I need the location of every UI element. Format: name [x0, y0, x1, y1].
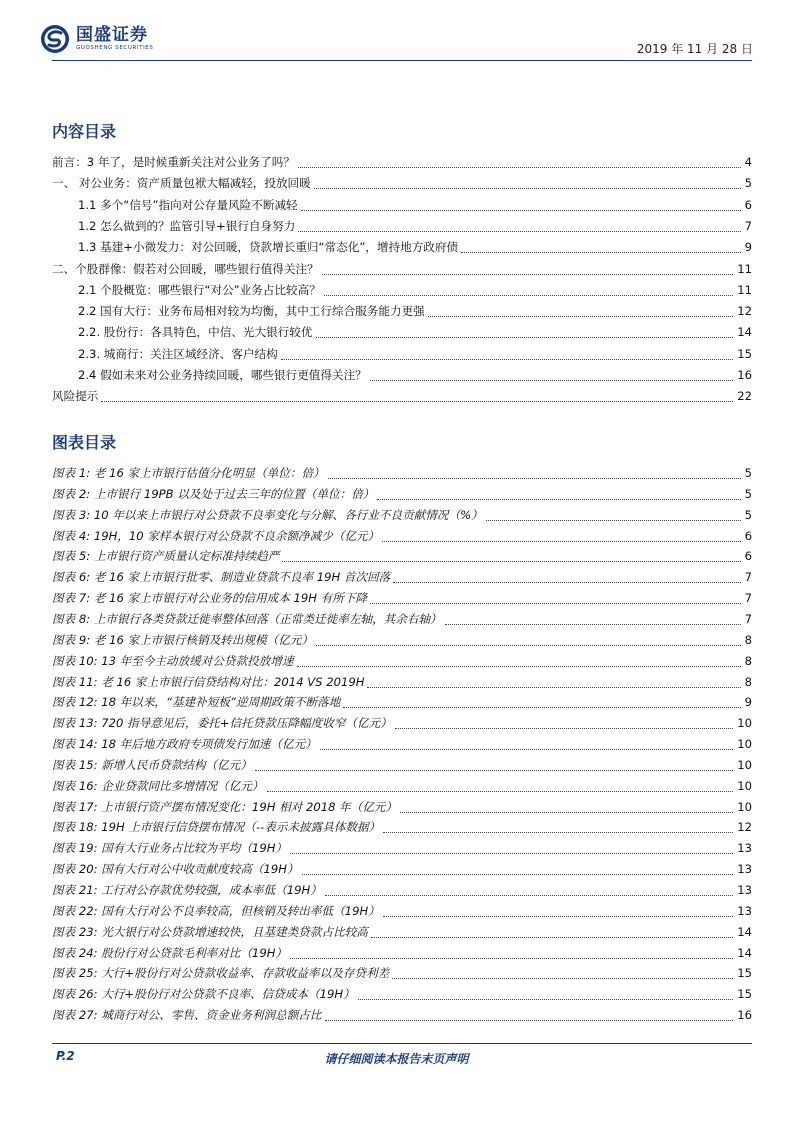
dot-leader [314, 177, 741, 189]
figure-item[interactable] [52, 505, 752, 525]
figure-item-label: 图表 1: 老 16 家上市银行估值分化明显（单位：倍） [52, 465, 328, 481]
dot-leader [343, 696, 740, 708]
figure-item-label: 图表 12: 18 年以来，“基建补短板”逆周期政策不断落地 [52, 694, 343, 710]
toc-item-label: 2.2. 股份行：各具特色，中信、光大银行较优 [78, 324, 316, 340]
figure-item-label: 图表 13: 720 指导意见后，委托+信托贷款压降幅度收窄（亿元） [52, 715, 395, 731]
logo-name-en: GUOSHENG SECURITIES [76, 45, 154, 51]
toc-item-page: 4 [744, 155, 752, 169]
toc-item-page: 16 [737, 368, 752, 382]
dot-leader [383, 821, 733, 833]
toc-item[interactable] [52, 365, 752, 385]
figure-item-label: 图表 14: 18 年后地方政府专项债发行加速（亿元） [52, 736, 320, 752]
figure-item-page: 7 [744, 570, 752, 585]
dot-leader [382, 530, 740, 542]
dot-leader [393, 571, 740, 583]
figure-item[interactable] [52, 630, 752, 650]
toc-item-page: 11 [737, 261, 752, 276]
toc-item-label: 2.1 个股概览：哪些银行“对公”业务占比较高？ [78, 282, 324, 298]
figure-item-page: 10 [737, 757, 752, 772]
dot-leader [395, 717, 733, 729]
figure-item[interactable] [52, 901, 752, 921]
figure-item-label: 图表 27: 城商行对公、零售、资金业务利润总额占比 [52, 1007, 325, 1023]
toc-item-label: 风险提示 [52, 388, 101, 404]
dot-leader [325, 1009, 734, 1021]
figure-item[interactable] [52, 1005, 752, 1025]
figure-item-label: 图表 2: 上市银行 19PB 以及处于过去三年的位置（单位：倍） [52, 486, 377, 502]
figure-item[interactable] [52, 567, 752, 587]
toc-title: 内容目录 [52, 122, 117, 141]
toc-item-label: 1.2 怎么做到的？监管引导+银行自身努力 [78, 218, 298, 234]
figure-item[interactable] [52, 588, 752, 608]
figure-item-page: 10 [737, 778, 752, 793]
dot-leader [328, 467, 741, 479]
figure-item-label: 图表 22: 国有大行对公不良率较高，但核销及转出率低（19H） [52, 903, 383, 919]
figure-item-page: 6 [744, 528, 752, 543]
figure-item-page: 13 [737, 903, 752, 918]
dot-leader [370, 592, 741, 604]
dot-leader [486, 509, 741, 521]
dot-leader [377, 488, 740, 500]
dot-leader [316, 634, 741, 646]
figure-item[interactable] [52, 838, 752, 858]
figure-item-page: 7 [744, 611, 752, 626]
toc-item-page: 7 [744, 218, 752, 233]
figure-item-label: 图表 17: 上市银行资产摆布情况变化：19H 相对 2018 年（亿元） [52, 799, 400, 815]
figure-item[interactable] [52, 734, 752, 754]
page-number: P.2 [56, 1049, 75, 1063]
figure-item-page: 7 [744, 591, 752, 606]
figure-item[interactable] [52, 713, 752, 733]
figure-item-page: 8 [744, 653, 752, 668]
figure-item[interactable] [52, 692, 752, 712]
toc-item-page: 9 [744, 240, 752, 255]
toc-item[interactable] [52, 386, 752, 406]
figure-item-page: 9 [744, 695, 752, 710]
dot-leader [301, 199, 741, 211]
figure-item[interactable] [52, 797, 752, 817]
figure-item[interactable] [52, 546, 752, 566]
dot-leader [101, 390, 733, 402]
toc-item-label: 二、个股群像：假若对公回暖，哪些银行值得关注？ [52, 261, 322, 277]
toc-item-page: 5 [744, 176, 752, 191]
figure-item-label: 图表 19: 国有大行业务占比较为平均（19H） [52, 840, 290, 856]
toc-item[interactable] [52, 344, 752, 364]
toc-item-page: 6 [744, 197, 752, 212]
figures-title: 图表目录 [52, 433, 117, 452]
figure-item-page: 13 [737, 841, 752, 856]
figure-item-page: 15 [737, 966, 752, 981]
logo-icon [40, 24, 70, 54]
page-header [40, 18, 753, 60]
figure-item-label: 图表 6: 老 16 家上市银行批零、制造业贷款不良率 19H 首次回落 [52, 569, 393, 585]
figure-item[interactable] [52, 776, 752, 796]
dot-leader [320, 738, 733, 750]
footer-divider [52, 1043, 752, 1044]
figure-item-label: 图表 4: 19H，10 家样本银行对公贷款不良余额净减少（亿元） [52, 528, 382, 544]
toc-item-label: 1.3 基建+小微发力：对公回暖，贷款增长重归“常态化”，增持地方政府债 [78, 239, 461, 255]
dot-leader [298, 220, 740, 232]
dot-leader [267, 780, 734, 792]
figure-item[interactable] [52, 755, 752, 775]
dot-leader [445, 613, 741, 625]
dot-leader [383, 905, 733, 917]
figure-item-label: 图表 7: 老 16 家上市银行对公业务的信用成本 19H 有所下降 [52, 590, 370, 606]
header-divider [52, 60, 752, 61]
figure-item-page: 8 [744, 674, 752, 689]
toc-item-label: 前言：3 年了，是时候重新关注对公业务了吗？ [52, 154, 298, 170]
footer-disclaimer: 请仔细阅读本报告末页声明 [324, 1052, 469, 1066]
figure-item-label: 图表 10: 13 年至今主动放缓对公贷款投放增速 [52, 653, 297, 669]
toc-item-label: 2.4 假如未来对公业务持续回暖，哪些银行更值得关注？ [78, 367, 370, 383]
figure-item-page: 6 [744, 549, 752, 564]
toc-item[interactable] [52, 216, 752, 236]
toc-item[interactable] [52, 152, 752, 172]
toc-item-page: 22 [737, 389, 752, 404]
toc-item[interactable] [52, 322, 752, 342]
dot-leader [297, 655, 741, 667]
toc-item[interactable] [52, 301, 752, 321]
figure-item-page: 15 [737, 987, 752, 1002]
toc-item[interactable] [52, 280, 752, 300]
figure-item-label: 图表 8: 上市银行各类贷款迁徙率整体回落（正常类迁徙率左轴，其余右轴） [52, 611, 445, 627]
toc-item[interactable] [52, 195, 752, 215]
figure-item[interactable] [52, 651, 752, 671]
toc-item-label: 一、 对公业务：资产质量包袱大幅减轻，投放回暖 [52, 175, 314, 191]
figure-item-label: 图表 23: 光大银行对公贷款增速较快，且基建类贷款占比较高 [52, 924, 371, 940]
figure-item[interactable] [52, 609, 752, 629]
figure-item-label: 图表 9: 老 16 家上市银行核销及转出规模（亿元） [52, 632, 316, 648]
figure-item[interactable] [52, 922, 752, 942]
figure-item-label: 图表 25: 大行+股份行对公贷款收益率、存款收益率以及存贷利差 [52, 965, 392, 981]
figure-item-label: 图表 18: 19H 上市银行信贷摆布情况（--表示未披露具体数据） [52, 819, 383, 835]
figure-item[interactable] [52, 859, 752, 879]
report-date: 2019 年 11 月 28 日 [636, 42, 753, 56]
figure-item[interactable] [52, 817, 752, 837]
toc-item-page: 14 [737, 325, 752, 340]
dot-leader [316, 326, 734, 338]
toc-item-label: 1.1 多个“信号”指向对公存量风险不断减轻 [78, 197, 301, 213]
toc-item-label: 2.3. 城商行：关注区域经济、客户结构 [78, 346, 281, 362]
figure-item-label: 图表 24: 股份行对公贷款毛利率对比（19H） [52, 945, 290, 961]
toc-item-label: 2.2 国有大行：业务布局相对较为均衡，其中工行综合服务能力更强 [78, 303, 428, 319]
dot-leader [281, 348, 734, 360]
figure-item[interactable] [52, 880, 752, 900]
dot-leader [461, 241, 741, 253]
figure-item-page: 8 [744, 632, 752, 647]
figure-item[interactable] [52, 943, 752, 963]
dot-leader [428, 305, 733, 317]
dot-leader [302, 863, 734, 875]
figure-item[interactable] [52, 463, 752, 483]
dot-leader [370, 369, 733, 381]
figure-item-label: 图表 16: 企业贷款同比多增情况（亿元） [52, 778, 267, 794]
figure-item-page: 10 [737, 799, 752, 814]
dot-leader [298, 156, 741, 168]
figure-item[interactable] [52, 984, 752, 1004]
dot-leader [400, 801, 733, 813]
figure-item-page: 16 [737, 1008, 752, 1023]
figure-item[interactable] [52, 484, 752, 504]
figure-item-page: 14 [737, 924, 752, 939]
dot-leader [325, 884, 733, 896]
dot-leader [255, 759, 733, 771]
figure-item-page: 10 [737, 716, 752, 731]
company-logo [40, 22, 153, 56]
figure-item-label: 图表 15: 新增人民币贷款结构（亿元） [52, 757, 255, 773]
figure-item[interactable] [52, 672, 752, 692]
toc-item[interactable] [52, 237, 752, 257]
dot-leader [282, 550, 740, 562]
figure-item-page: 12 [737, 820, 752, 835]
figure-item-page: 14 [737, 945, 752, 960]
figure-item-page: 13 [737, 862, 752, 877]
toc-item[interactable] [52, 173, 752, 193]
toc-item-page: 15 [737, 346, 752, 361]
figure-item-page: 5 [744, 486, 752, 501]
figure-item-page: 13 [737, 883, 752, 897]
figure-item-label: 图表 21: 工行对公存款优势较强，成本率低（19H） [52, 882, 325, 898]
figure-item-page: 5 [744, 466, 752, 480]
dot-leader [358, 988, 734, 1000]
figure-item-label: 图表 11: 老 16 家上市银行信贷结构对比：2014 VS 2019H [52, 674, 367, 690]
dot-leader [367, 676, 740, 688]
figure-item-label: 图表 3: 10 年以来上市银行对公贷款不良率变化与分解、各行业不良贡献情况（%） [52, 507, 486, 523]
figure-item[interactable] [52, 963, 752, 983]
figure-item-label: 图表 5: 上市银行资产质量认定标准持续趋严 [52, 548, 282, 564]
figure-item-page: 5 [744, 507, 752, 522]
dot-leader [324, 284, 733, 296]
figure-item-label: 图表 26: 大行+股份行对公贷款不良率、信贷成本（19H） [52, 986, 358, 1002]
toc-item-page: 11 [737, 282, 752, 297]
logo-name-cn: 国盛证券 [76, 25, 148, 45]
figure-item-label: 图表 20: 国有大行对公中收贡献度较高（19H） [52, 861, 302, 877]
dot-leader [392, 967, 733, 979]
toc-item[interactable] [52, 259, 752, 279]
dot-leader [290, 947, 733, 959]
figure-item[interactable] [52, 526, 752, 546]
dot-leader [322, 263, 734, 275]
dot-leader [371, 926, 733, 938]
figure-item-page: 10 [737, 737, 752, 752]
dot-leader [290, 842, 733, 854]
toc-item-page: 12 [737, 304, 752, 319]
